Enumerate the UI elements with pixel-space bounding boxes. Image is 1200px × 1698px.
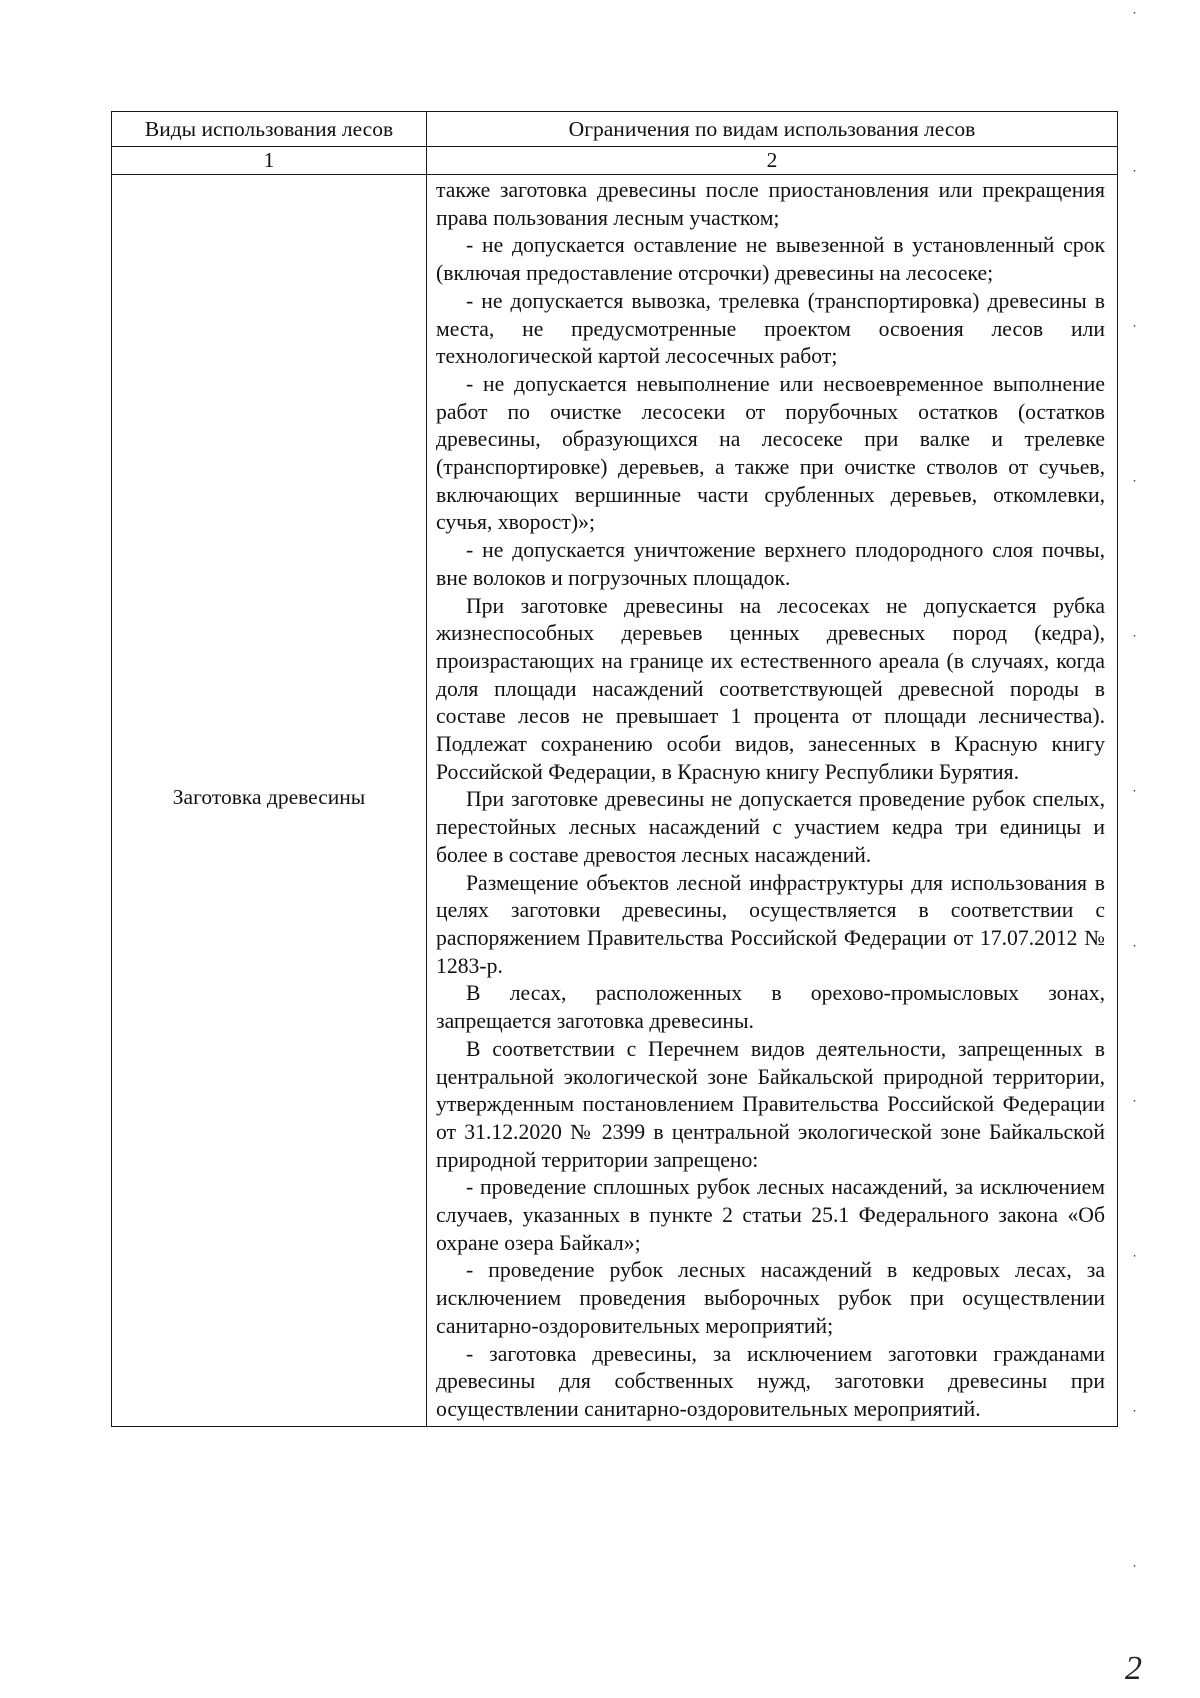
- table-row: [112, 175, 1118, 1427]
- paragraph: - проведение сплошных рубок лесных насаждений, за исключением случаев, указанных в пункте 2 статьи 25.1 Федерального закона «Об охране озера Байкал»;: [436, 1175, 1105, 1255]
- paragraph: также заготовка древесины после приостановления или прекращения права пользования лесным участком;: [436, 178, 1105, 230]
- paragraph: - не допускается невыполнение или несвоевременное выполнение работ по очистке лесосеки от порубочных остатков (остатков древесины, образующихся на лесосеке при валке и трелевке (транспортировке) деревьев, а также при очистке стволов от сучьев, включающих вершинные части срубленных деревьев, откомлевки, сучья, хворост)»;: [436, 371, 1105, 535]
- scan-speck: ˙: [1131, 1409, 1138, 1425]
- paragraph: Размещение объектов лесной инфраструктуры для использования в целях заготовки древесины, осуществляется в соответствии с распоряжением Правительства Российской Федерации от 17.07.2012 № 1283-р.: [436, 870, 1105, 978]
- paragraph: - не допускается уничтожение верхнего плодородного слоя почвы, вне волоков и погрузочных площадок.: [436, 538, 1105, 590]
- scan-speck: ˙: [1131, 324, 1138, 340]
- scan-speck: ˙: [1131, 11, 1138, 27]
- scan-speck: ˙: [1131, 479, 1138, 495]
- paragraph: - проведение рубок лесных насаждений в кедровых лесах, за исключением проведения выборочных рубок при осуществлении санитарно-оздоровительных мероприятий;: [436, 1258, 1105, 1338]
- paragraph: При заготовке древесины не допускается проведение рубок спелых, перестойных лесных насаждений с участием кедра три единицы и более в составе древостоя лесных насаждений.: [436, 787, 1105, 867]
- paragraph: - не допускается оставление не вывезенной в установленный срок (включая предоставление отсрочки) древесины на лесосеке;: [436, 233, 1105, 286]
- paragraph: В соответствии с Перечнем видов деятельности, запрещенных в центральной экологической зоне Байкальской природной территории, утвержденным постановлением Правительства Российской Федерации от 31.12.2020 № 2399 в центральной экологической зоне Байкальской природной территории запрещено:: [436, 1036, 1105, 1172]
- paragraph: - заготовка древесины, за исключением заготовки гражданами древесины для собственных нужд, заготовки древесины при осуществлении санитарно-оздоровительных мероприятий.: [436, 1341, 1105, 1421]
- column-number-1: 1: [112, 147, 427, 175]
- paragraph: При заготовке древесины на лесосеках не допускается рубка жизнеспособных деревьев ценных древесных пород (кедра), произрастающих на границе их естественного ареала (в случаях, когда доля площади насаждений соответствующей древесной породы в составе лесов не превышает 1 процента от площади лесничества). Подлежат сохранению особи видов, занесенных в Красную книгу Российской Федерации, в Красную книгу Республики Бурятия.: [436, 593, 1105, 784]
- scan-speck: ˙: [1131, 1099, 1138, 1115]
- paragraph: - не допускается вывозка, трелевка (транспортировка) древесины в места, не предусмотренные проектом освоения лесов или технологической картой лесосечных работ;: [436, 288, 1105, 369]
- handwritten-page-mark: 2: [1125, 1650, 1142, 1687]
- column-number-2: 2: [427, 147, 1118, 175]
- forest-use-restrictions-table: [111, 111, 1118, 1427]
- scan-speck: ˙: [1131, 634, 1138, 650]
- table-header-row: [112, 112, 1118, 147]
- scan-speck: ˙: [1131, 1564, 1138, 1580]
- restrictions-cell: [427, 175, 1118, 1427]
- row-label: Заготовка древесины: [172, 784, 366, 809]
- row-label-cell: [112, 175, 427, 1427]
- column-number-row: [112, 147, 1118, 175]
- scan-speck: ˙: [1131, 169, 1138, 185]
- paragraph: В лесах, расположенных в орехово-промысловых зонах, запрещается заготовка древесины.: [436, 981, 1105, 1034]
- scan-speck: ˙: [1131, 789, 1138, 805]
- header-forest-use-types: Виды использования лесов: [112, 112, 427, 147]
- header-restrictions: Ограничения по видам использования лесов: [427, 112, 1118, 147]
- scan-speck: ˙: [1131, 944, 1138, 960]
- scan-speck: ˙: [1131, 1254, 1138, 1270]
